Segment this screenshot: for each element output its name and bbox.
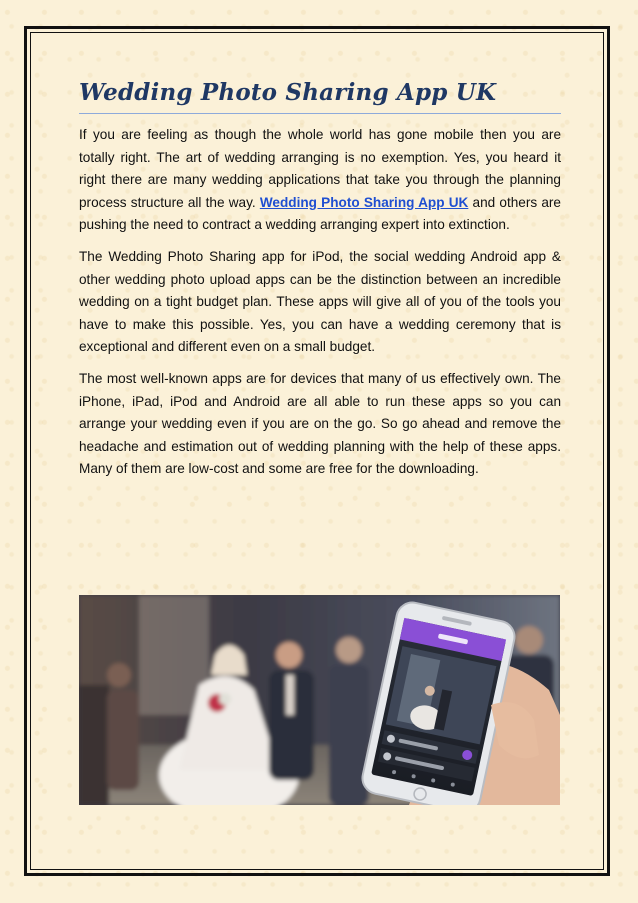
page-title: Wedding Photo Sharing App UK [79,78,561,114]
paragraph-intro-text-end: and others are pushing the need to contract a wedding arranging expert into extinction. [79,194,561,233]
wedding-app-link[interactable]: Wedding Photo Sharing App UK [259,194,469,210]
paragraph-intro [79,124,561,237]
wedding-phone-photo [79,595,560,805]
paragraph-devices: The most well-known apps are for devices that many of us effectively own. The iPhone, iPad, iPod and Android are all able to run these apps so you can arrange your wedding even if you are on the go. So go ahead and remove the headache and estimation out of wedding planning with the help of these apps. Many of them are low-cost and some are free for the downloading. [79,370,561,477]
paragraph-apps: The Wedding Photo Sharing app for iPod, the social wedding Android app & other wedding photo upload apps can be the distinction between an incredible wedding on a tight budget plan. These apps will give all of you of the tools you have to make this possible. Yes, you can have a wedding ceremony that is exceptional and different even on a small budget. [79,248,561,355]
wedding-phone-illustration [79,595,560,805]
document-content [79,78,561,481]
paragraph-intro-text-start: If you are feeling as though the whole world has gone mobile then you are totally right. The art of wedding arranging is no exemption. Yes, you heard it right there are many wedding applications that take you through the planning process structure all the way. [79,127,561,210]
